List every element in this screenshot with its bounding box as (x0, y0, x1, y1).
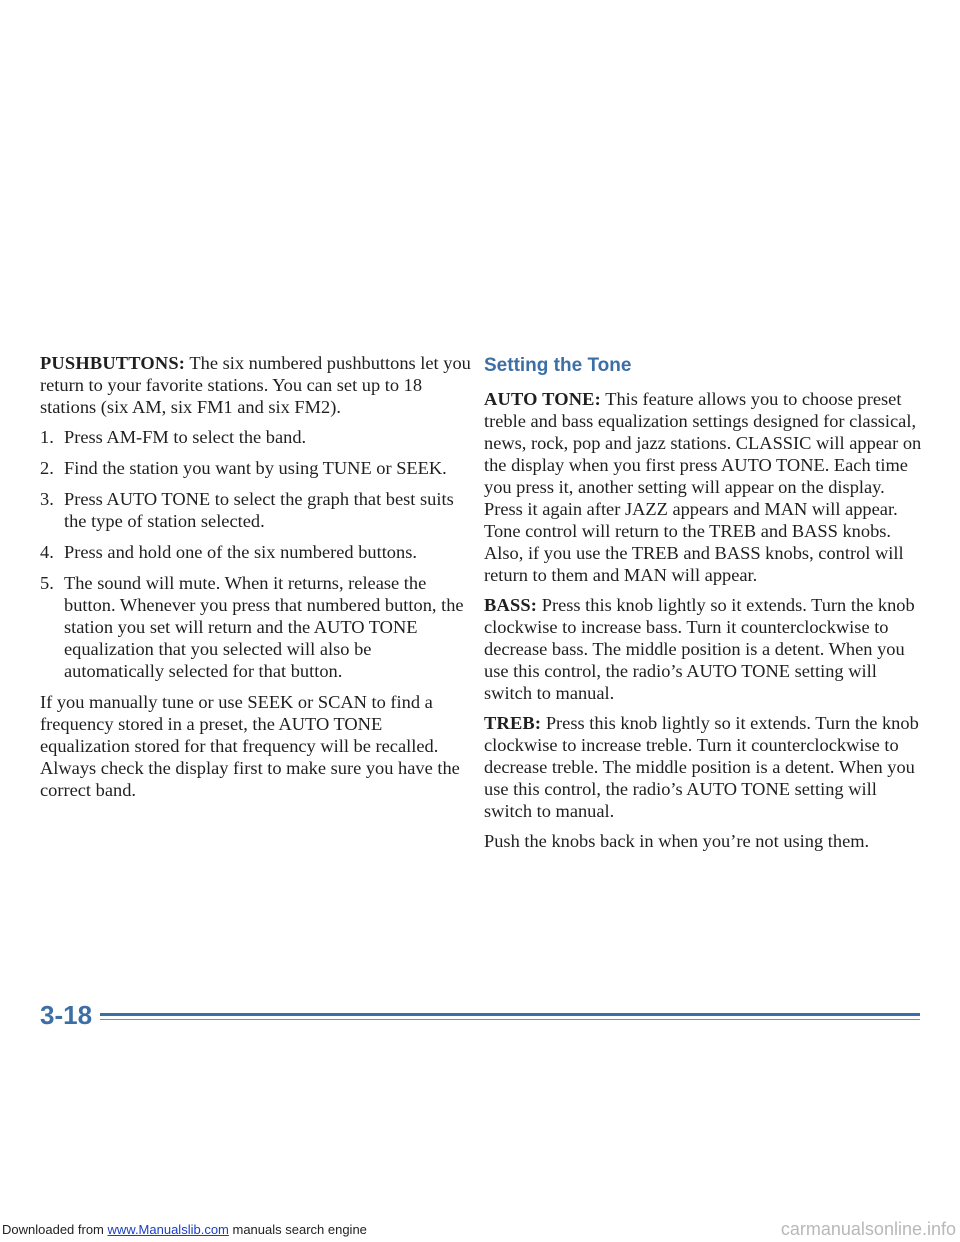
download-note-suffix: manuals search engine (228, 1222, 367, 1237)
step-text: Press and hold one of the six numbered buttons. (64, 542, 417, 562)
step-number: 1. (40, 427, 54, 447)
left-column (40, 352, 472, 809)
bass-text: Press this knob lightly so it extends. Turn the knob clockwise to increase bass. Turn it counterclockwise to decrease bass. The middle position is a detent. When you use this control, the radio’s AUTO TONE setting will switch to manual. (484, 595, 915, 703)
step-item (40, 572, 472, 682)
download-note (2, 1222, 367, 1238)
page-footer (40, 1000, 920, 1030)
pushbuttons-text: The six numbered pushbuttons let you return to your favorite stations. You can set up to 18 stations (six AM, six FM1 and six FM2). (40, 353, 471, 417)
step-item (40, 426, 472, 448)
knobs-note-paragraph: Push the knobs back in when you’re not using them. (484, 831, 870, 851)
step-number: 4. (40, 542, 54, 562)
pushbuttons-label: PUSHBUTTONS: (40, 353, 186, 373)
page-number: 3-18 (40, 1000, 93, 1030)
section-heading: Setting the Tone (484, 355, 632, 376)
recall-paragraph: If you manually tune or use SEEK or SCAN to find a frequency stored in a preset, the AUTO TONE equalization stored for that frequency will be recalled. Always check the display first to make sure you have the correct band. (40, 692, 460, 800)
step-text: Find the station you want by using TUNE or SEEK. (64, 458, 447, 478)
watermark: carmanualsonline.info (780, 1219, 956, 1239)
right-column (484, 352, 924, 860)
bass-label: BASS: (484, 595, 538, 615)
treb-label: TREB: (484, 713, 542, 733)
download-note-prefix: Downloaded from (2, 1222, 108, 1237)
treb-text: Press this knob lightly so it extends. Turn the knob clockwise to increase treble. Turn it counterclockwise to decrease treble. The middle position is a detent. When you use this control, the radio’s AUTO TONE setting will switch to manual. (484, 713, 919, 821)
treb-paragraph (484, 712, 924, 822)
step-number: 2. (40, 458, 54, 478)
step-text: The sound will mute. When it returns, release the button. Whenever you press that numbered button, the station you set will return and the AUTO TONE equalization that you selected will also be automatically selected for that button. (64, 573, 464, 681)
step-text: Press AUTO TONE to select the graph that best suits the type of station selected. (64, 489, 454, 531)
pushbuttons-paragraph (40, 352, 472, 418)
bass-paragraph (484, 594, 924, 704)
manualslib-link[interactable]: www.Manualslib.com (107, 1222, 229, 1237)
step-number: 3. (40, 489, 54, 509)
auto-tone-paragraph (484, 388, 924, 586)
footer-rule (100, 1013, 920, 1016)
auto-tone-label: AUTO TONE: (484, 389, 601, 409)
step-item (40, 488, 472, 532)
step-item (40, 541, 472, 563)
preset-steps-list (40, 426, 472, 682)
footer-rule-thin (100, 1019, 920, 1020)
auto-tone-text: This feature allows you to choose preset treble and bass equalization settings designed for classical, news, rock, pop and jazz stations. CLASSIC will appear on the display when you first press AUTO TONE. Each time you press it, another setting will appear on the display. Press it again after JAZZ appears and MAN will appear. Tone control will return to the TREB and BASS knobs. Also, if you use the TREB and BASS knobs, control will return to them and MAN will appear. (484, 389, 922, 585)
step-number: 5. (40, 573, 54, 593)
step-item (40, 457, 472, 479)
step-text: Press AM-FM to select the band. (64, 427, 307, 447)
